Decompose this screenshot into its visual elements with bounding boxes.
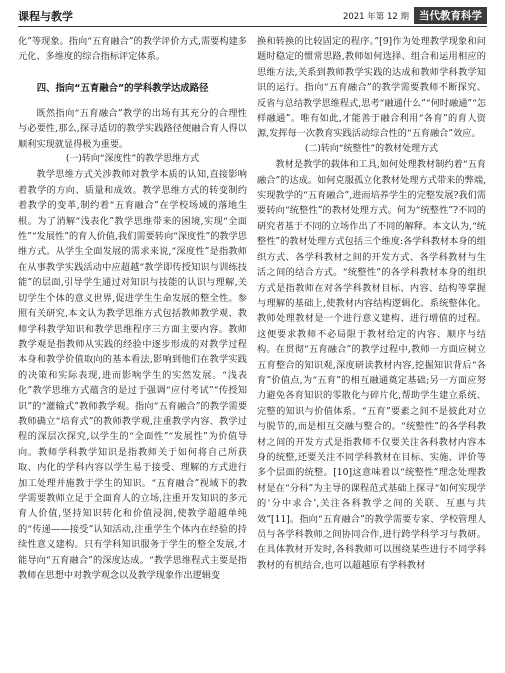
header-issue: 2021 年第 12 期 [342,11,409,22]
journal-name: 当代教育科学 [414,7,487,24]
subsection-heading-1: (一)转向“深度性”的教学思维方式 [65,154,200,165]
paragraph-subsection-2: 教材是教学的载体和工具,如何处理教材制约着“五育融合”的达成。如何克服孤立化教材处理方式带来的弊端,实现教学的“五育融合”,进而培养学生的完整发展?我们需要转向“统整性”的教材处理方式。何为“统整性”?不同的研究者基于不同的立场作出了不同的解释。本文认为,“统整性”的教材处理方式包括三个维度:各学科教材本身的组织方式、各学科教材之间的开发方式、各学科教材与生活之间的结合方式。“统整性”的各学科教材本身的组织方式是指教师在对各学科教材目标、内容、结构等掌握与理解的基础上,使教材内容结构逻辑化、系统整体化。教师处理教材是一个进行意义建构、进行增值的过程。这便要求教师不必局限于教材给定的内容、顺序与结构。在贯彻“五育融合”的教学过程中,教师一方面应树立五育整合的知识观,深度研读教材内容,挖掘知识背后“各育”价值点,为“五育”的相互融通奠定基础;另一方面应努力避免各育知识的零散化与碎片化,帮助学生建立系统、完整的知识与价值体系。“五育”要素之间不是彼此对立与脱节的,而是相互交融与整合的。“统整性”的各学科教材之间的开发方式是指教师不仅要关注各科教材内容本身的统整,还要关注不同学科教材在目标、实施、评价等多个层面的统整。[10]这意味着以“统整性”理念处理教材是在“分科”为主导的课程范式基础上探寻“如何实现学的‘分中求合’,关注各科教学之间的关联、互惠与共效”[11]。指向“五育融合”的教学需要专家、学校管理人员与各学科教师之间协同合作,进行跨学科学习与教研。在具体教材开发时,各科教师可以围绕某些进行不同学科教材的有机结合,也可以超越原有学科教材 [257,159,486,571]
right-column [257,34,486,583]
paragraph-subsection-1: 教学思维方式关涉教师对教学本质的认知,直接影响着教学的方向、质量和成效。教学思维方式的转变制约着教学的变革,制约着“五育融合”在学校场域的落地生根。为了消解“浅表化”教学思维带来的困境,实现“全面性”“发展性”的育人价值,我们需要转向“深度性”的教学思维方式。从学生全面发展的需求来说,“深度性”是指教师在从事教学实践活动中应超越“教学即传授知识与训练技能”的层面,引导学生通过对知识与技能的认识与理解,关切学生个体的意义世界,促进学生生命发展的整全性。参照有关研究,本文认为教学思维方式包括教师教学观、教师学科教学知识和教学思维程序三方面主要内容。教师教学观是指教师从实践的经验中逐步形成的对教学过程本身和教学价值取向的基本看法,影响到他们在教学实践的决策和实际表现,进而影响学生的实然发展。“浅表化”教学思维方式蕴含的是过于强调“应付考试”“传授知识”的“灌输式”教师教学观。指向“五育融合”的教学需要教师确立“培育式”的教师教学观,注重教学内容、教学过程的深层次探究,以学生的“全面性”“发展性”为价值导向。教师学科教学知识是指教师关于如何将自己所获取、内化的学科内容以学生易于接受、理解的方式进行加工处理并施教于学生的知识。“五育融合”视域下的教学需要教师立足于全面育人的立场,注重开发知识的多元育人价值,坚持知识转化和价值浸润,使教学超越单纯的“传递——接受”认知活动,注重学生个体内在经验的持续性意义建构。只有学科知识服务于学生的整全发展,才能导向“五育融合”的深度达成。“教学思维程式主要是指教师在思想中对教学观念以及教学现象作出逻辑变 [18,169,247,581]
header-section-title: 课程与教学 [18,10,73,23]
paragraph-top-right: 换和转换的比较固定的程序。”[9]作为处理教学现象和问题时稳定的惯常思路,教师如何选择、组合和运用相应的思维方法,关系到教师教学实践的达成和教师学科教学知识的运行。指向“五育融合”的教学需要教师不断探究、反省与总结教学思维程式,思考“融通什么”“何时融通”“怎样融通”。唯有如此,才能善于融合利用“各育”的育人资源,发挥每一次教育实践活动综合性的“五育融合”效应。 [257,36,486,140]
running-header [18,0,487,27]
paragraph-intro: 既然指向“五育融合”教学的出场有其充分的合理性与必要性,那么,探寻适切的教学实践路径便融合育人得以顺利实现就显得极为重要。 [18,107,247,150]
left-column [18,34,247,583]
article-body [18,34,487,583]
paragraph-top-left: 化”等现象。指向“五育融合”的教学评价方式,需要构建多元化、多维度的综合指标评定体系。 [18,36,247,63]
header-right [343,7,487,26]
subsection-heading-2: (二)转向“统整性”的教材处理方式 [304,143,439,154]
section-heading: 四、指向“五育融合”的学科教学达成路径 [36,82,209,94]
